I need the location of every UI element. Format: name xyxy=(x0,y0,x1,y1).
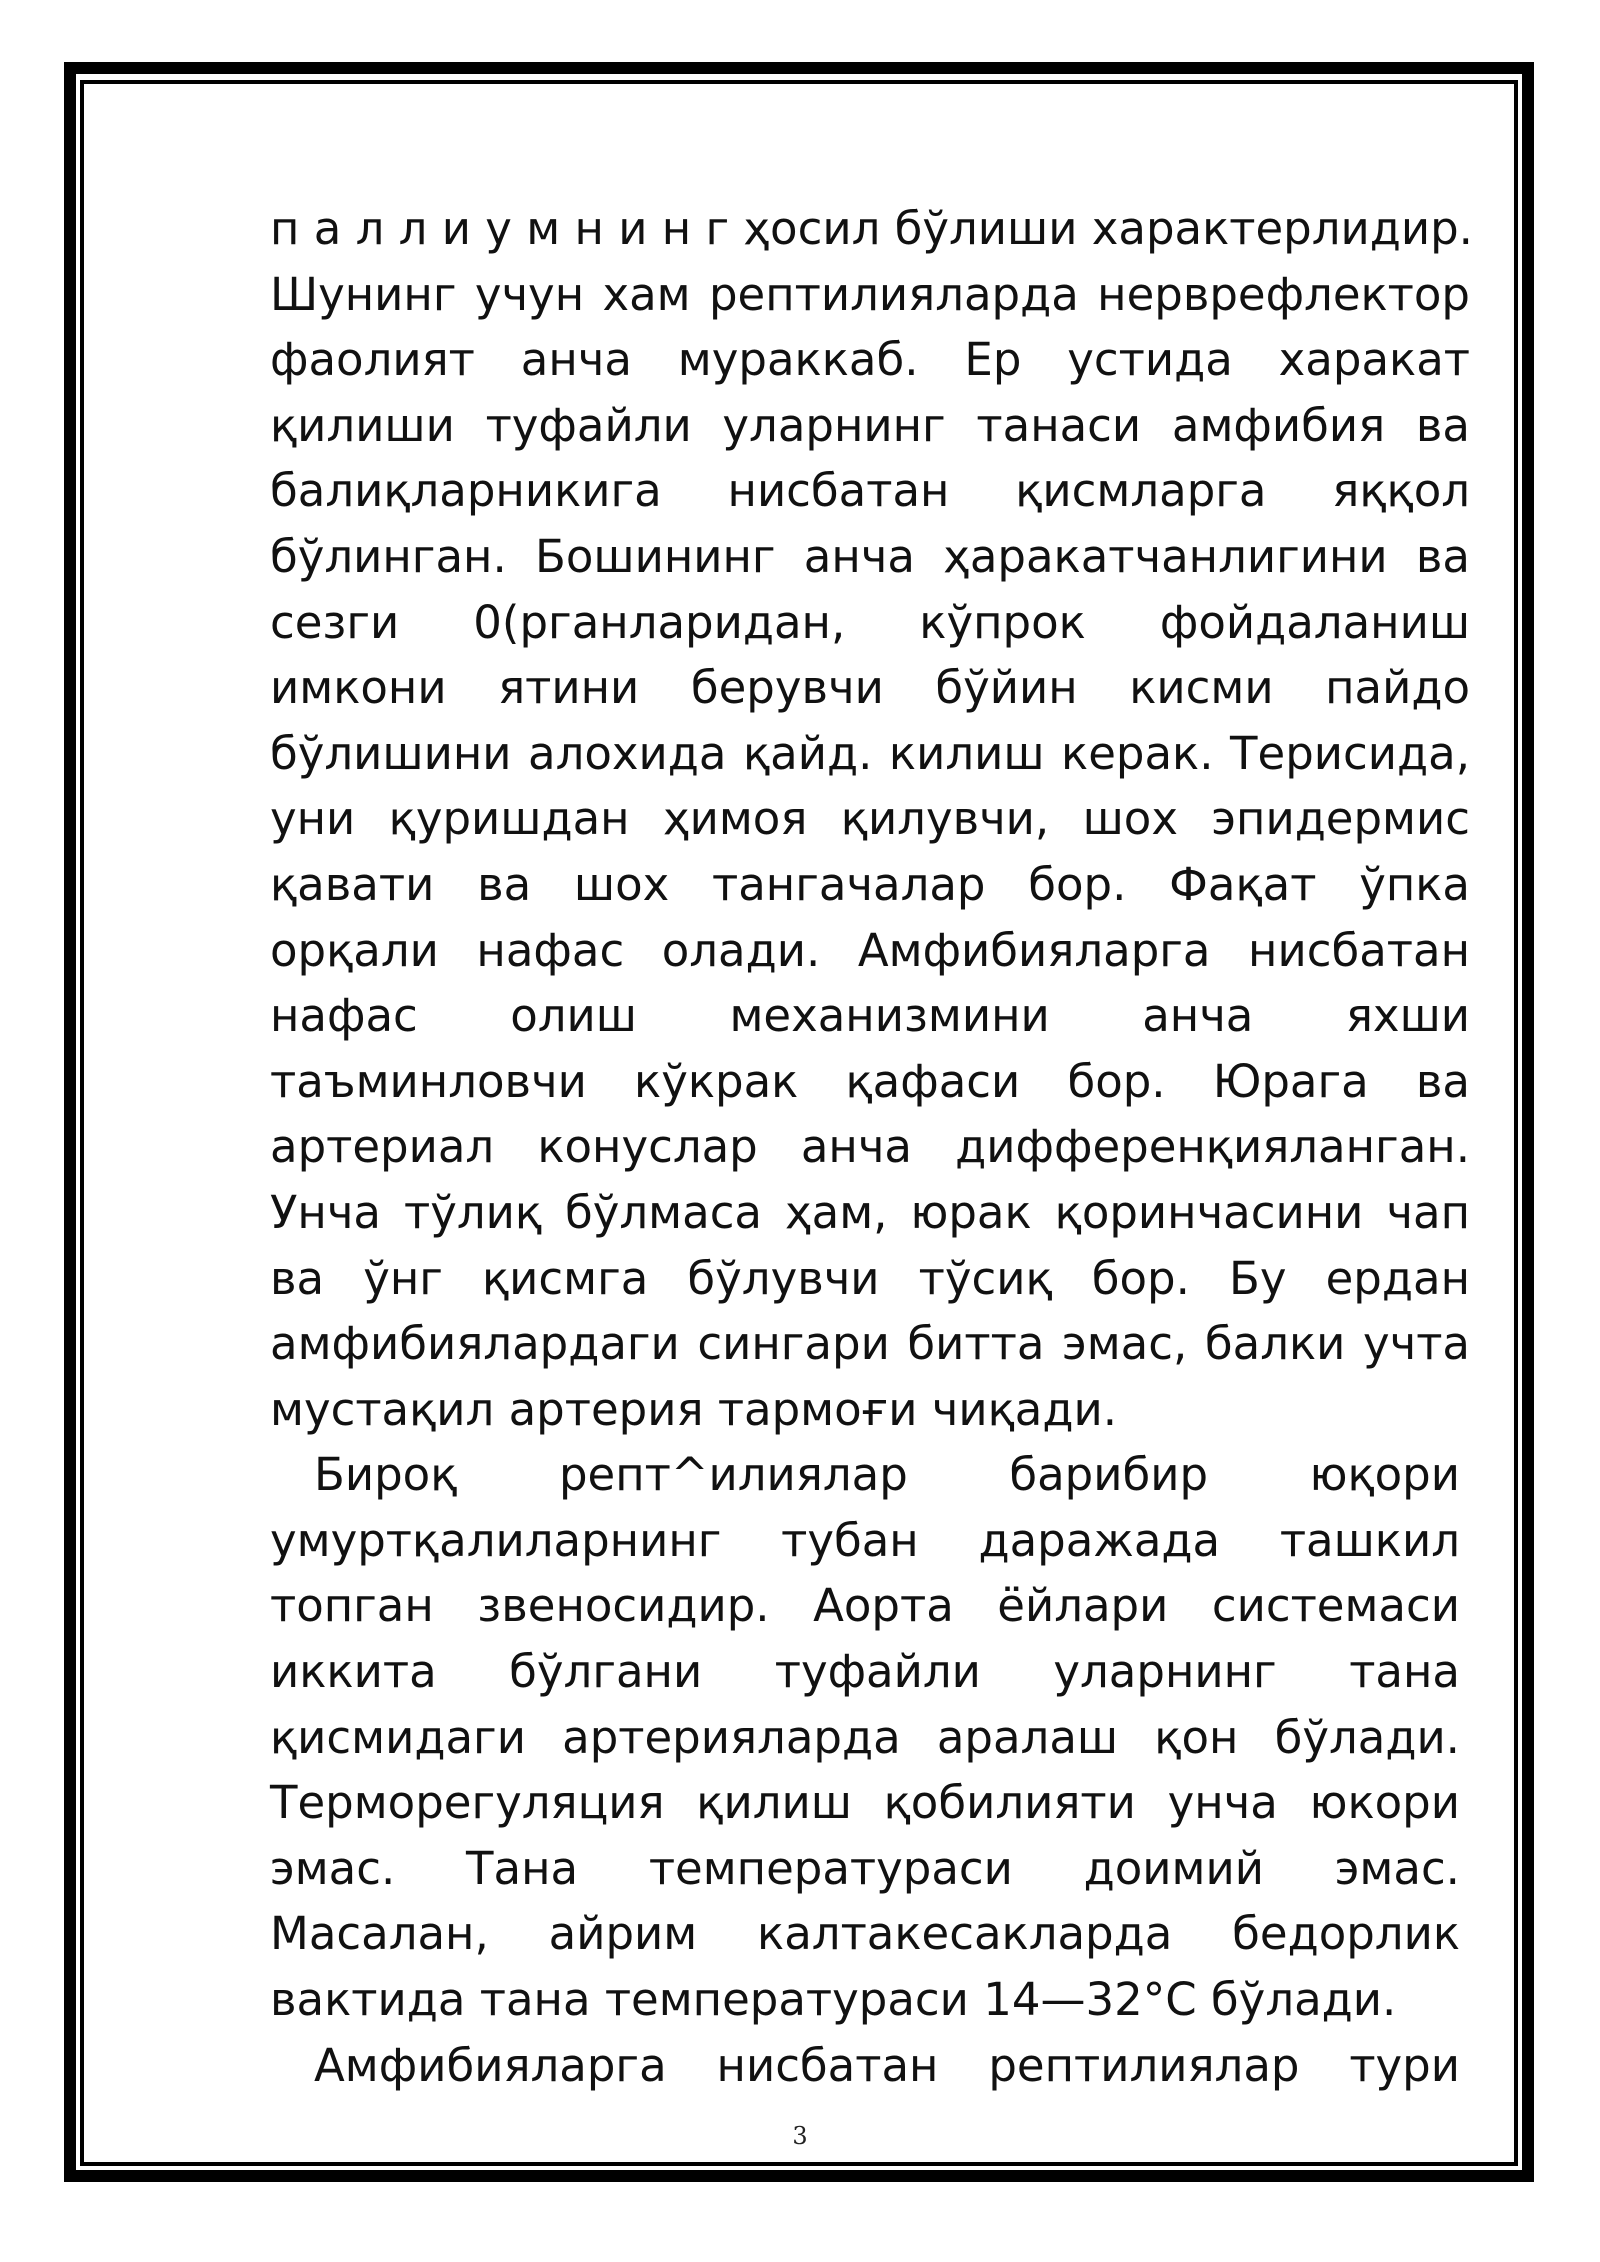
paragraph-3 xyxy=(270,2033,1460,2099)
text-line: сезги 0(рганларидан, кўпрок фойдаланиш xyxy=(270,595,1470,649)
paragraph-2 xyxy=(270,1442,1460,2032)
text-line: фаолият анча мураккаб. Ер устида харакат xyxy=(270,333,1470,387)
text-line: Бироқ репт^илиялар барибир юқори xyxy=(314,1448,1460,1502)
text-line: ва ўнг қисмга бўлувчи тўсиқ бор. Бу ердан xyxy=(270,1251,1470,1305)
text-line: Шунинг учун хам рептилияларда нерврефлектор xyxy=(270,267,1470,321)
page-body xyxy=(270,196,1473,2098)
text-line: иккита бўлгани туфайли уларнинг тана xyxy=(270,1645,1460,1699)
text-line: артериал конуслар анча дифференқияланган. xyxy=(270,1120,1470,1174)
text-line: орқали нафас олади. Амфибияларга нисбатан xyxy=(270,923,1470,977)
text-line: нафас олиш механизмини анча яхши xyxy=(270,989,1470,1043)
text-line: таъминловчи кўкрак қафаси бор. Юрага ва xyxy=(270,1054,1470,1108)
page-number: 3 xyxy=(792,2122,808,2150)
text-line: уни қуришдан ҳимоя қилувчи, шох эпидермис xyxy=(270,792,1470,846)
text-line: Терморегуляция қилиш қобилияти унча юкори xyxy=(270,1776,1460,1830)
text-line: амфибиялардаги сингари битта эмас, балки учта xyxy=(270,1317,1470,1371)
text-line: бўлишини алохида қайд. килиш керак. Терисида, xyxy=(270,726,1470,780)
text-line: Унча тўлиқ бўлмаса ҳам, юрак қоринчасини чап xyxy=(270,1185,1470,1239)
text-line: п а л л и у м н и н г ҳосил бўлиши характерлидир. xyxy=(270,202,1473,255)
paragraph-1 xyxy=(270,196,1473,1442)
text-line: эмас. Тана температураси доимий эмас. xyxy=(270,1841,1460,1895)
text-line: қисмидаги артерияларда аралаш қон бўлади. xyxy=(270,1710,1460,1764)
text-line: вактида тана температураси 14—32°С бўлади. xyxy=(270,1973,1397,2027)
text-line: қавати ва шох тангачалар бор. Фақат ўпка xyxy=(270,857,1470,911)
text-line: имкони ятини берувчи бўйин кисми пайдо xyxy=(270,661,1470,715)
text-line: қилиши туфайли уларнинг танаси амфибия ва xyxy=(270,398,1470,452)
text-line: бўлинган. Бошининг анча ҳаракатчанлигини ва xyxy=(270,529,1470,583)
text-line: Амфибияларга нисбатан рептилиялар тури xyxy=(314,2038,1460,2092)
text-line: мустақил артерия тармоғи чиқади. xyxy=(270,1382,1118,1436)
text-line: балиқларникига нисбатан қисмларга яққол xyxy=(270,464,1470,518)
text-line: умуртқалиларнинг тубан даражада ташкил xyxy=(270,1513,1460,1567)
text-line: Масалан, айрим калтакесакларда бедорлик xyxy=(270,1907,1460,1961)
text-line: топган звеносидир. Аорта ёйлари системаси xyxy=(270,1579,1460,1633)
